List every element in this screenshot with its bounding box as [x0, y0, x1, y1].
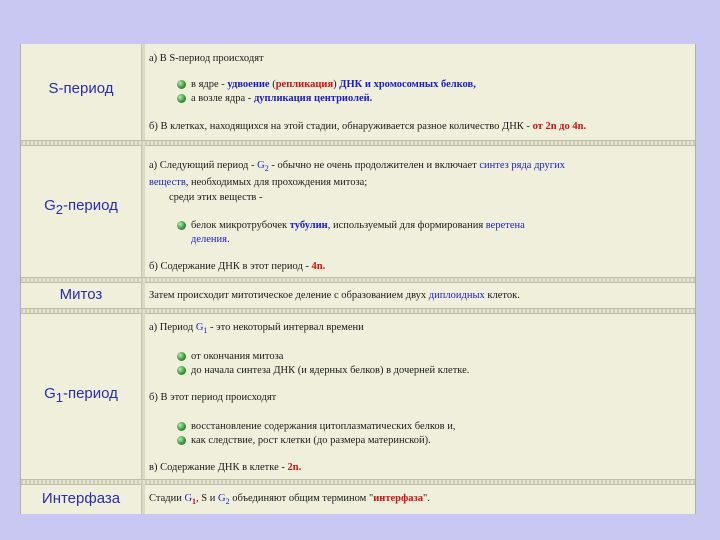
bullet-icon — [177, 80, 186, 89]
bullet-icon — [177, 366, 186, 375]
s-period-dna-content: б) В клетках, находящихся на этой стадии, обнаруживается разное количество ДНК - от 2n до 4n. — [149, 121, 587, 132]
s-period-bullet-1: в ядре - удвоение (репликация) ДНК и хромосомных белков, — [191, 79, 476, 90]
mitosis-text: Затем происходит митотическое деление с образованием двух диплоидных клеток. — [149, 290, 520, 301]
bullet-icon — [177, 422, 186, 431]
bullet-icon — [177, 94, 186, 103]
g2-period-line-1: а) Следующий период - $G_2$ - обычно не очень продолжителен и включает синтез ряда других — [149, 160, 565, 173]
s-period-row — [21, 44, 695, 140]
g1-period-b-intro: б) В этот период происходят — [149, 392, 277, 403]
g1-period-bullet-1: от окончания митоза — [191, 351, 284, 362]
s-period-label: S-период — [48, 80, 114, 97]
g1-period-label: $G_1$-период — [44, 385, 118, 405]
s-period-intro: а) В S-период происходят — [149, 53, 264, 64]
bullet-icon — [177, 221, 186, 230]
interphase-row — [21, 484, 695, 514]
bullet-icon — [177, 352, 186, 361]
g2-period-label: $G_2$-период — [44, 197, 118, 217]
g2-period-line-2: веществ, необходимых для прохождения митоза; — [149, 177, 368, 188]
mitosis-row — [21, 282, 695, 308]
g2-period-row — [21, 145, 695, 277]
bullet-icon — [177, 436, 186, 445]
g1-period-bullet-3: восстановление содержания цитоплазматических белков и, — [191, 421, 456, 432]
mitosis-label: Митоз — [59, 286, 103, 303]
g2-period-among: среди этих веществ - — [169, 192, 263, 203]
g1-period-bullet-2: до начала синтеза ДНК (и ядерных белков) в дочерней клетке. — [191, 365, 470, 376]
interphase-text: Стадии $G_1$, S и $G_2$ объединяют общим термином "интерфаза". — [149, 493, 430, 506]
g1-period-row — [21, 313, 695, 479]
interphase-label: Интерфаза — [41, 490, 121, 507]
cell-cycle-table — [20, 44, 696, 514]
s-period-bullet-2: а возле ядра - дупликация центриолей. — [191, 93, 373, 104]
g1-period-intro: а) Период $G_1$ - это некоторый интервал времени — [149, 322, 364, 335]
g2-period-bullet: белок микротрубочек тубулин, используемый для формирования веретена — [191, 220, 525, 231]
g2-period-dna-content: б) Содержание ДНК в этот период - 4n. — [149, 261, 326, 272]
g1-period-dna-content: в) Содержание ДНК в клетке - 2n. — [149, 462, 302, 473]
g1-period-bullet-4: как следствие, рост клетки (до размера материнской). — [191, 435, 431, 446]
g2-period-bullet-cont: деления. — [191, 234, 230, 245]
